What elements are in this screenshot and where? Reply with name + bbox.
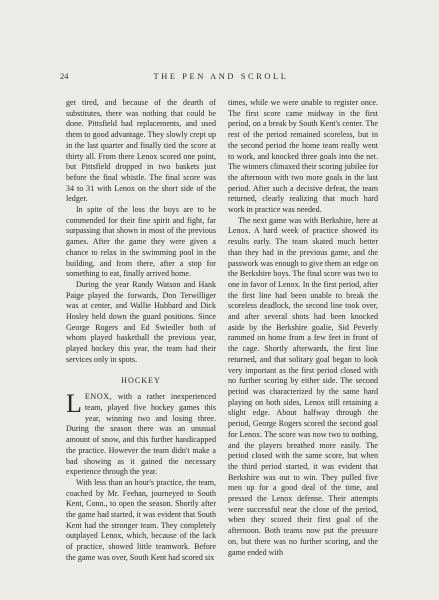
lead-caps: ENOX, [84, 392, 113, 402]
paragraph: The next game was with Berkshire, here at Lenox. A hard week of practice showed its results early. The team skated much better than they had in the previous game, and the passwork was enough to give them an edge on the Berkshire boys. The final score was two to one in favor of Lenox. In the first period, after the first line had been unable to break the scoreless deadlock, the second line took over, and after several shots had been knocked aside by the Berkshire goalie, Sid Peverly rammed on home from a few feet in front of the cage. Shortly afterwards, the first line returned, and that solitary goal began to look very important as the first period closed with no further scoring by either side. The second period was characterized by the same hard playing on both sides, Lenox still retaining a slight edge. About halfway through the period, George Rogers scored the second goal for Lenox. The score was now two to nothing, and the players breathed more easily. The period closed with the same score, but when the third period started, it was evident that Berkshire was out to win. They pulled five men up for a good deal of the time, and pressed the Lenox defense. Their attempts were successful near the close of the period, when they scored their first goal of the afternoon. Both teams now put the pressure on, but there was no further scoring, and the game ended with [228, 215, 378, 557]
right-column [228, 98, 378, 558]
paragraph: get tired, and because of the dearth of substitutes, there was nothing that could be done. Pittsfield had replacements, and used them to good advantage. They slowly crept up in the last quarter and finally tied the score at thirty all. From there Lenox scored one point, but Pittsfield dropped in two baskets just before the final whistle. The final score was 34 to 31 with Lenox on the short side of the ledger. [66, 98, 216, 204]
hockey-first-paragraph [66, 389, 216, 478]
section-heading: HOCKEY [121, 375, 161, 385]
paragraph: In spite of the loss the boys are to be commended for their fine spirit and fight, far surpassing that shown in most of the previous games. After the game they were given a chance to relax in the swimming pool in the building, and from there, after a stop for something to eat, finally arrived home. [66, 205, 216, 279]
page-header [60, 72, 382, 84]
paragraph: During the year Randy Watson and Hank Paige played the forwards, Don Terwilliger was at center, and Wallie Hubbard and Dick Hosley held down the guard positions. Since George Rogers and Ed Swiedler both of whom played basketball the previous year, played hockey this year, the team had their services only in spots. [66, 279, 216, 364]
running-title: THE PEN AND SCROLL [153, 72, 289, 81]
paragraph: With less than an hour's practice, the team, coached by Mr. Feehan, journeyed to South Kent, Conn., to open the season. Shortly after the game had started, it was evident that South Kent had the stronger team. They completely outplayed Lenox, which, because of the lack of practice, showed little teamwork. Before the game was over, South Kent had scored six [66, 477, 216, 562]
paragraph: times, while we were unable to register once. The first score came midway in the first period, on a break by South Kent's center. The rest of the period remained scoreless, but in the second period the home team really went to work, and knocked three goals into the net. The winners climaxed their scoring jubilee for the afternoon with two more goals in the last period. After such a decisive defeat, the team returned, clearly realizing that much hard work in practice was needed. [228, 98, 378, 215]
paragraph-text: with a rather inexperienced team, played five hockey games this year, winning two and losing three. During the season there was an unusual amount of snow, and this further handicapped the practice. However the team didn't make a bad showing as it gained the necessary experience through the year. [66, 392, 216, 477]
left-column [66, 98, 216, 564]
drop-cap: L [66, 389, 82, 419]
page-number: 24 [60, 72, 69, 81]
